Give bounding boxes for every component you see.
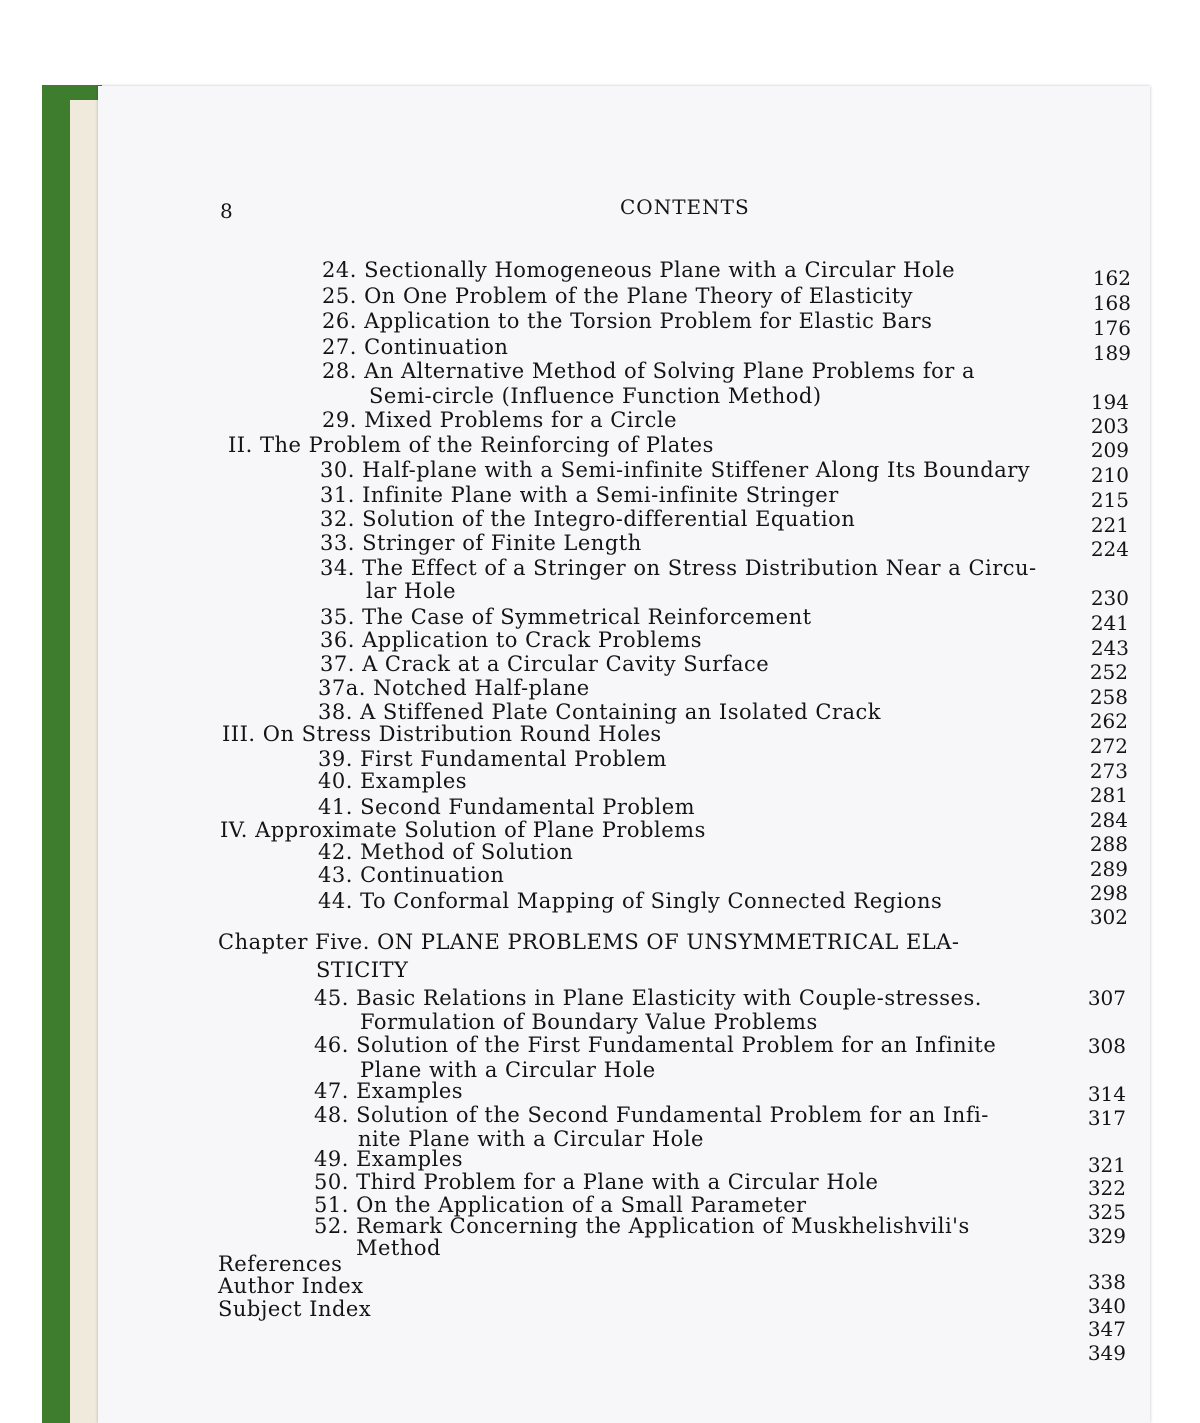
page-ref: 347 (1087, 1317, 1126, 1341)
toc-entry: Semi-circle (Influence Function Method) (369, 384, 822, 408)
toc-entry: 51. On the Application of a Small Parameter (314, 1193, 807, 1217)
page-ref: 349 (1087, 1341, 1126, 1365)
toc-entry: 46. Solution of the First Fundamental Problem for an Infinite (314, 1033, 997, 1057)
toc-entry: 33. Stringer of Finite Length (320, 531, 642, 555)
page-ref: 224 (1090, 537, 1129, 561)
page-ref: 321 (1087, 1153, 1126, 1177)
toc-entry: Plane with a Circular Hole (360, 1058, 656, 1082)
toc-entry: 30. Half-plane with a Semi-infinite Stiffener Along Its Boundary (320, 458, 1031, 482)
toc-entry: 31. Infinite Plane with a Semi-infinite Stringer (320, 483, 839, 507)
page-ref: 317 (1087, 1106, 1126, 1130)
page-ref: 307 (1087, 986, 1126, 1010)
toc-entry: 27. Continuation (322, 335, 509, 359)
page-ref: 340 (1087, 1294, 1126, 1318)
page-ref: 162 (1092, 266, 1131, 290)
page-ref: 322 (1087, 1176, 1126, 1200)
page-ref: 314 (1087, 1082, 1126, 1106)
page-ref: 288 (1089, 832, 1128, 856)
page-ref: 243 (1090, 636, 1129, 660)
toc-part-heading: II. The Problem of the Reinforcing of Plates (228, 433, 714, 457)
toc-part-heading: IV. Approximate Solution of Plane Problems (220, 818, 706, 842)
toc-chapter-heading: Chapter Five. ON PLANE PROBLEMS OF UNSYMMETRICAL ELA- (218, 930, 960, 954)
toc-chapter-heading: STICITY (316, 958, 409, 982)
toc-back-matter: Subject Index (218, 1297, 372, 1321)
toc-part-heading: III. On Stress Distribution Round Holes (222, 722, 662, 746)
page-ref: 284 (1089, 808, 1128, 832)
page-ref: 298 (1089, 881, 1128, 905)
toc-entry: 44. To Conformal Mapping of Singly Connected Regions (318, 889, 943, 913)
toc-entry: 48. Solution of the Second Fundamental Problem for an Infi- (314, 1103, 989, 1127)
page-ref: 272 (1089, 734, 1128, 758)
page-ref: 194 (1090, 390, 1129, 414)
page-ref: 289 (1089, 857, 1128, 881)
page-ref: 262 (1089, 709, 1128, 733)
page-ref: 210 (1090, 463, 1129, 487)
page-ref: 215 (1090, 488, 1129, 512)
toc-entry: 41. Second Fundamental Problem (318, 795, 696, 819)
toc-entry: 36. Application to Crack Problems (320, 628, 702, 652)
toc-entry: 40. Examples (318, 769, 468, 793)
page-ref: 221 (1090, 513, 1129, 537)
page-ref: 209 (1090, 438, 1129, 462)
toc-entry: 42. Method of Solution (318, 840, 574, 864)
toc-entry: 26. Application to the Torsion Problem for Elastic Bars (322, 309, 933, 333)
page-ref: 338 (1087, 1270, 1126, 1294)
page-ref: 168 (1092, 291, 1131, 315)
toc-entry: 45. Basic Relations in Plane Elasticity with Couple-stresses. (314, 986, 982, 1010)
toc-entry: 47. Examples (314, 1079, 464, 1103)
page-ref: 273 (1089, 759, 1128, 783)
toc-entry: nite Plane with a Circular Hole (358, 1127, 704, 1151)
toc-entry: 35. The Case of Symmetrical Reinforcement (320, 605, 812, 629)
page-ref: 176 (1092, 316, 1131, 340)
toc-back-matter: References (218, 1252, 343, 1276)
page-ref: 325 (1087, 1200, 1126, 1224)
page-ref: 241 (1090, 611, 1129, 635)
page-number: 8 (220, 199, 234, 223)
toc-entry: Formulation of Boundary Value Problems (360, 1010, 818, 1034)
page-ref: 308 (1087, 1034, 1126, 1058)
page-ref: 252 (1089, 660, 1128, 684)
toc-entry: 28. An Alternative Method of Solving Plane Problems for a (322, 359, 976, 383)
toc-entry: Method (356, 1236, 441, 1260)
toc-entry: 37. A Crack at a Circular Cavity Surface (320, 652, 770, 676)
toc-entry: 32. Solution of the Integro-differential Equation (320, 507, 856, 531)
toc-entry: 37a. Notched Half-plane (318, 676, 590, 700)
page-ref: 230 (1090, 586, 1129, 610)
toc-entry: 25. On One Problem of the Plane Theory of Elasticity (322, 284, 914, 308)
page-ref: 258 (1089, 685, 1128, 709)
page-ref: 189 (1092, 341, 1131, 365)
page-ref: 281 (1089, 783, 1128, 807)
page-ref: 329 (1087, 1224, 1126, 1248)
running-head: CONTENTS (620, 195, 750, 219)
toc-entry: 52. Remark Concerning the Application of Muskhelishvili's (314, 1214, 970, 1238)
toc-entry: 49. Examples (314, 1147, 464, 1171)
toc-back-matter: Author Index (218, 1274, 364, 1298)
toc-entry: 50. Third Problem for a Plane with a Circular Hole (314, 1170, 879, 1194)
toc-entry: 43. Continuation (318, 863, 505, 887)
toc-entry: 34. The Effect of a Stringer on Stress Distribution Near a Circu- (320, 556, 1037, 580)
toc-entry: 39. First Fundamental Problem (318, 747, 667, 771)
page-ref: 203 (1090, 414, 1129, 438)
page-ref: 302 (1089, 905, 1128, 929)
toc-entry: 38. A Stiffened Plate Containing an Isolated Crack (318, 700, 881, 724)
toc-entry: 29. Mixed Problems for a Circle (322, 408, 677, 432)
toc-entry: 24. Sectionally Homogeneous Plane with a Circular Hole (322, 258, 956, 282)
toc-entry: lar Hole (366, 579, 457, 603)
